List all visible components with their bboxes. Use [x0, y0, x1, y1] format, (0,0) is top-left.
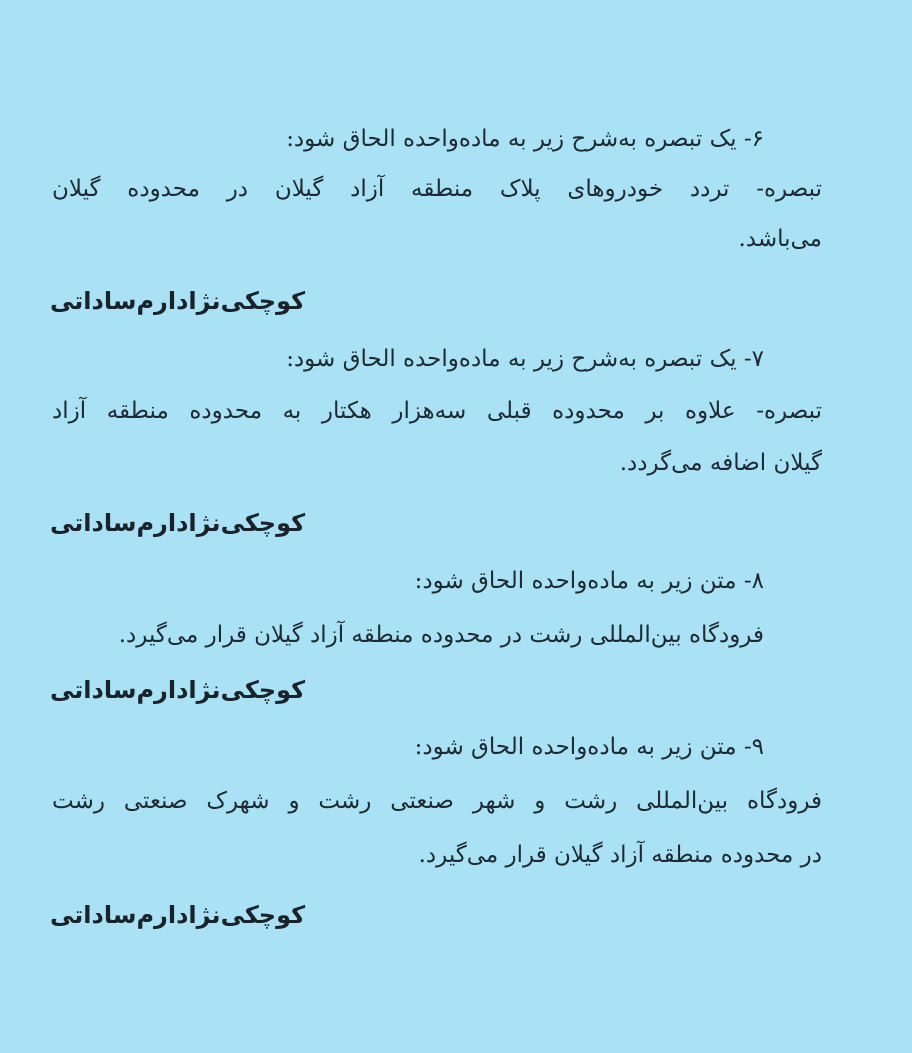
- item-6-body-line-2: می‌باشد.: [738, 226, 822, 252]
- item-8-heading: ۸- متن زیر به ماده‌واحده الحاق شود:: [414, 568, 764, 594]
- item-9-signature: کوچکی‌نژادارم‌ساداتی: [50, 901, 306, 929]
- item-7-body-line-1: تبصره- علاوه بر محدوده قبلی سه‌هزار هکتار به محدوده منطقه آزاد: [52, 398, 822, 424]
- item-7-heading: ۷- یک تبصره به‌شرح زیر به ماده‌واحده الحاق شود:: [286, 346, 764, 372]
- item-9-heading: ۹- متن زیر به ماده‌واحده الحاق شود:: [414, 734, 764, 760]
- item-8-body-line-1: فرودگاه بین‌المللی رشت در محدوده منطقه آزاد گیلان قرار می‌گیرد.: [118, 622, 764, 648]
- item-7-signature: کوچکی‌نژادارم‌ساداتی: [50, 509, 306, 537]
- item-6-signature: کوچکی‌نژادارم‌ساداتی: [50, 287, 306, 315]
- item-9-body-line-2: در محدوده منطقه آزاد گیلان قرار می‌گیرد.: [418, 842, 822, 868]
- item-6-body-line-1: تبصره- تردد خودروهای پلاک منطقه آزاد گیلان در محدوده گیلان: [52, 176, 822, 202]
- item-8-signature: کوچکی‌نژادارم‌ساداتی: [50, 676, 306, 704]
- item-7-body-line-2: گیلان اضافه می‌گردد.: [619, 450, 822, 476]
- item-6-heading: ۶- یک تبصره به‌شرح زیر به ماده‌واحده الحاق شود:: [286, 126, 764, 152]
- item-9-body-line-1: فرودگاه بین‌المللی رشت و شهر صنعتی رشت و شهرک صنعتی رشت: [52, 788, 822, 814]
